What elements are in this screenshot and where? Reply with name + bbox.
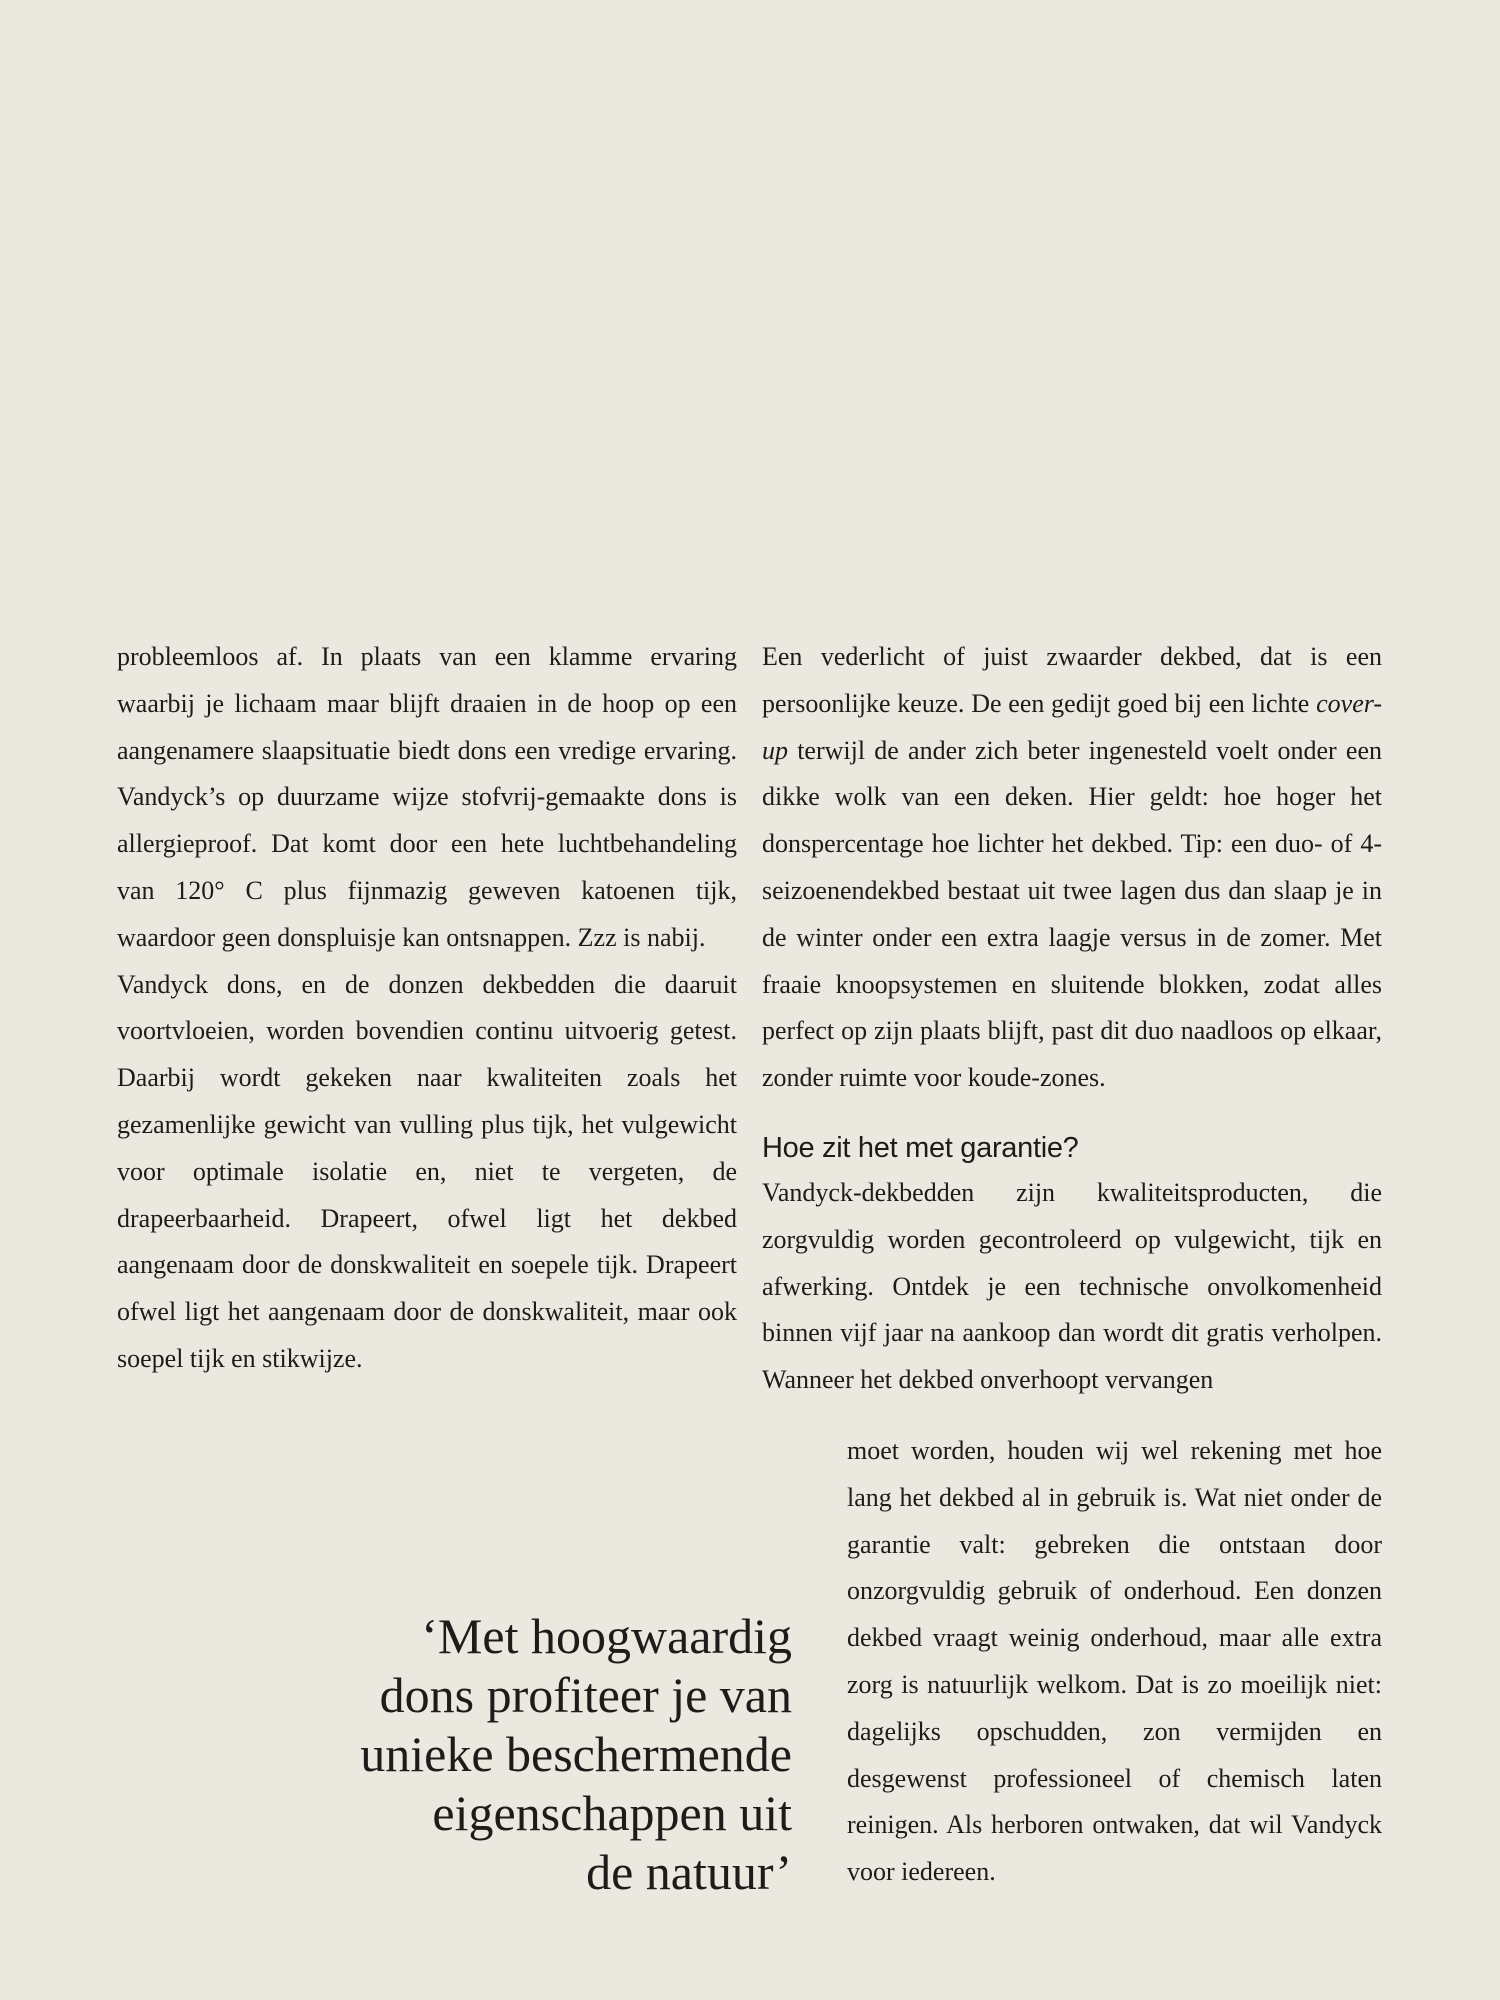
pull-quote-line: de natuur’ (586, 1844, 792, 1900)
pull-quote-line: ‘Met hoogwaardig (421, 1608, 792, 1664)
body-paragraph: moet worden, houden wij wel rekening met hoe lang het dekbed al in gebruik is. Wat niet onder de garantie valt: gebreken die ontstaan door onzorgvuldig gebruik of onderhoud. Een donzen dekbed vraagt weinig onderhoud, maar alle extra zorg is natuurlijk welkom. Dat is zo moeilijk niet: dagelijks opschudden, zon vermijden en desgewenst professioneel of chemisch laten reinigen. Als herboren ontwaken, dat wil Vandyck voor iedereen. (847, 1436, 1382, 1887)
body-paragraph (762, 634, 1382, 1102)
body-paragraph: Vandyck-dekbedden zijn kwaliteitsproducten, die zorgvuldig worden gecontroleerd op vulgewicht, tijk en afwerking. Ontdek je een technische onvolkomenheid binnen vijf jaar na aankoop dan wordt dit gratis verholpen. Wanneer het dekbed onverhoopt vervangen (762, 1177, 1382, 1395)
section-heading: Hoe zit het met garantie? (762, 1131, 1079, 1164)
pull-quote-line: eigenschappen uit (432, 1785, 792, 1841)
text-run: terwijl de ander zich beter ingenesteld voelt onder een dikke wolk van een deken. Hier geldt: hoe hoger het donspercentage hoe lichter het dekbed. Tip: een duo- of 4-seizoenendekbed bestaat uit twee lagen dus dan slaap je in de winter onder een extra laagje versus in de zomer. Met fraaie knoopsystemen en sluitende blokken, zodat alles perfect op zijn plaats blijft, past dit duo naadloos op elkaar, zonder ruimte voor koude-zones. (762, 735, 1382, 1093)
body-paragraph: probleemloos af. In plaats van een klamme ervaring waarbij je lichaam maar blijft draaien in de hoop op een aangenamere slaapsituatie biedt dons een vredige ervaring. Vandyck’s op duurzame wijze stofvrij-gemaakte dons is allergieproof. Dat komt door een hete luchtbehandeling van 120° C plus fijnmazig geweven katoenen tijk, waardoor geen donspluisje kan ontsnappen. Zzz is nabij. (117, 642, 737, 952)
pull-quote-line: unieke beschermende (360, 1726, 792, 1782)
pull-quote-line: dons profiteer je van (379, 1667, 792, 1723)
left-column (117, 634, 737, 1383)
text-run: Een vederlicht of juist zwaarder dekbed, dat is een persoonlijke keuze. De een gedijt goed bij een lichte (762, 642, 1382, 718)
body-paragraph: Vandyck dons, en de donzen dekbedden die daaruit voortvloeien, worden bovendien continu uitvoerig getest. Daarbij wordt gekeken naar kwaliteiten zoals het gezamenlijke gewicht van vulling plus tijk, het vulgewicht voor optimale isolatie en, niet te vergeten, de drapeerbaarheid. Drapeert, ofwel ligt het dekbed aangenaam door de donskwaliteit en soepele tijk. Drapeert ofwel ligt het aangenaam door de donskwaliteit, maar ook soepel tijk en stikwijze. (117, 969, 737, 1373)
right-column-continuation (847, 1428, 1382, 1896)
right-column (762, 634, 1382, 1404)
italic-text: cover-up (762, 688, 1382, 765)
pull-quote (250, 1607, 792, 1902)
